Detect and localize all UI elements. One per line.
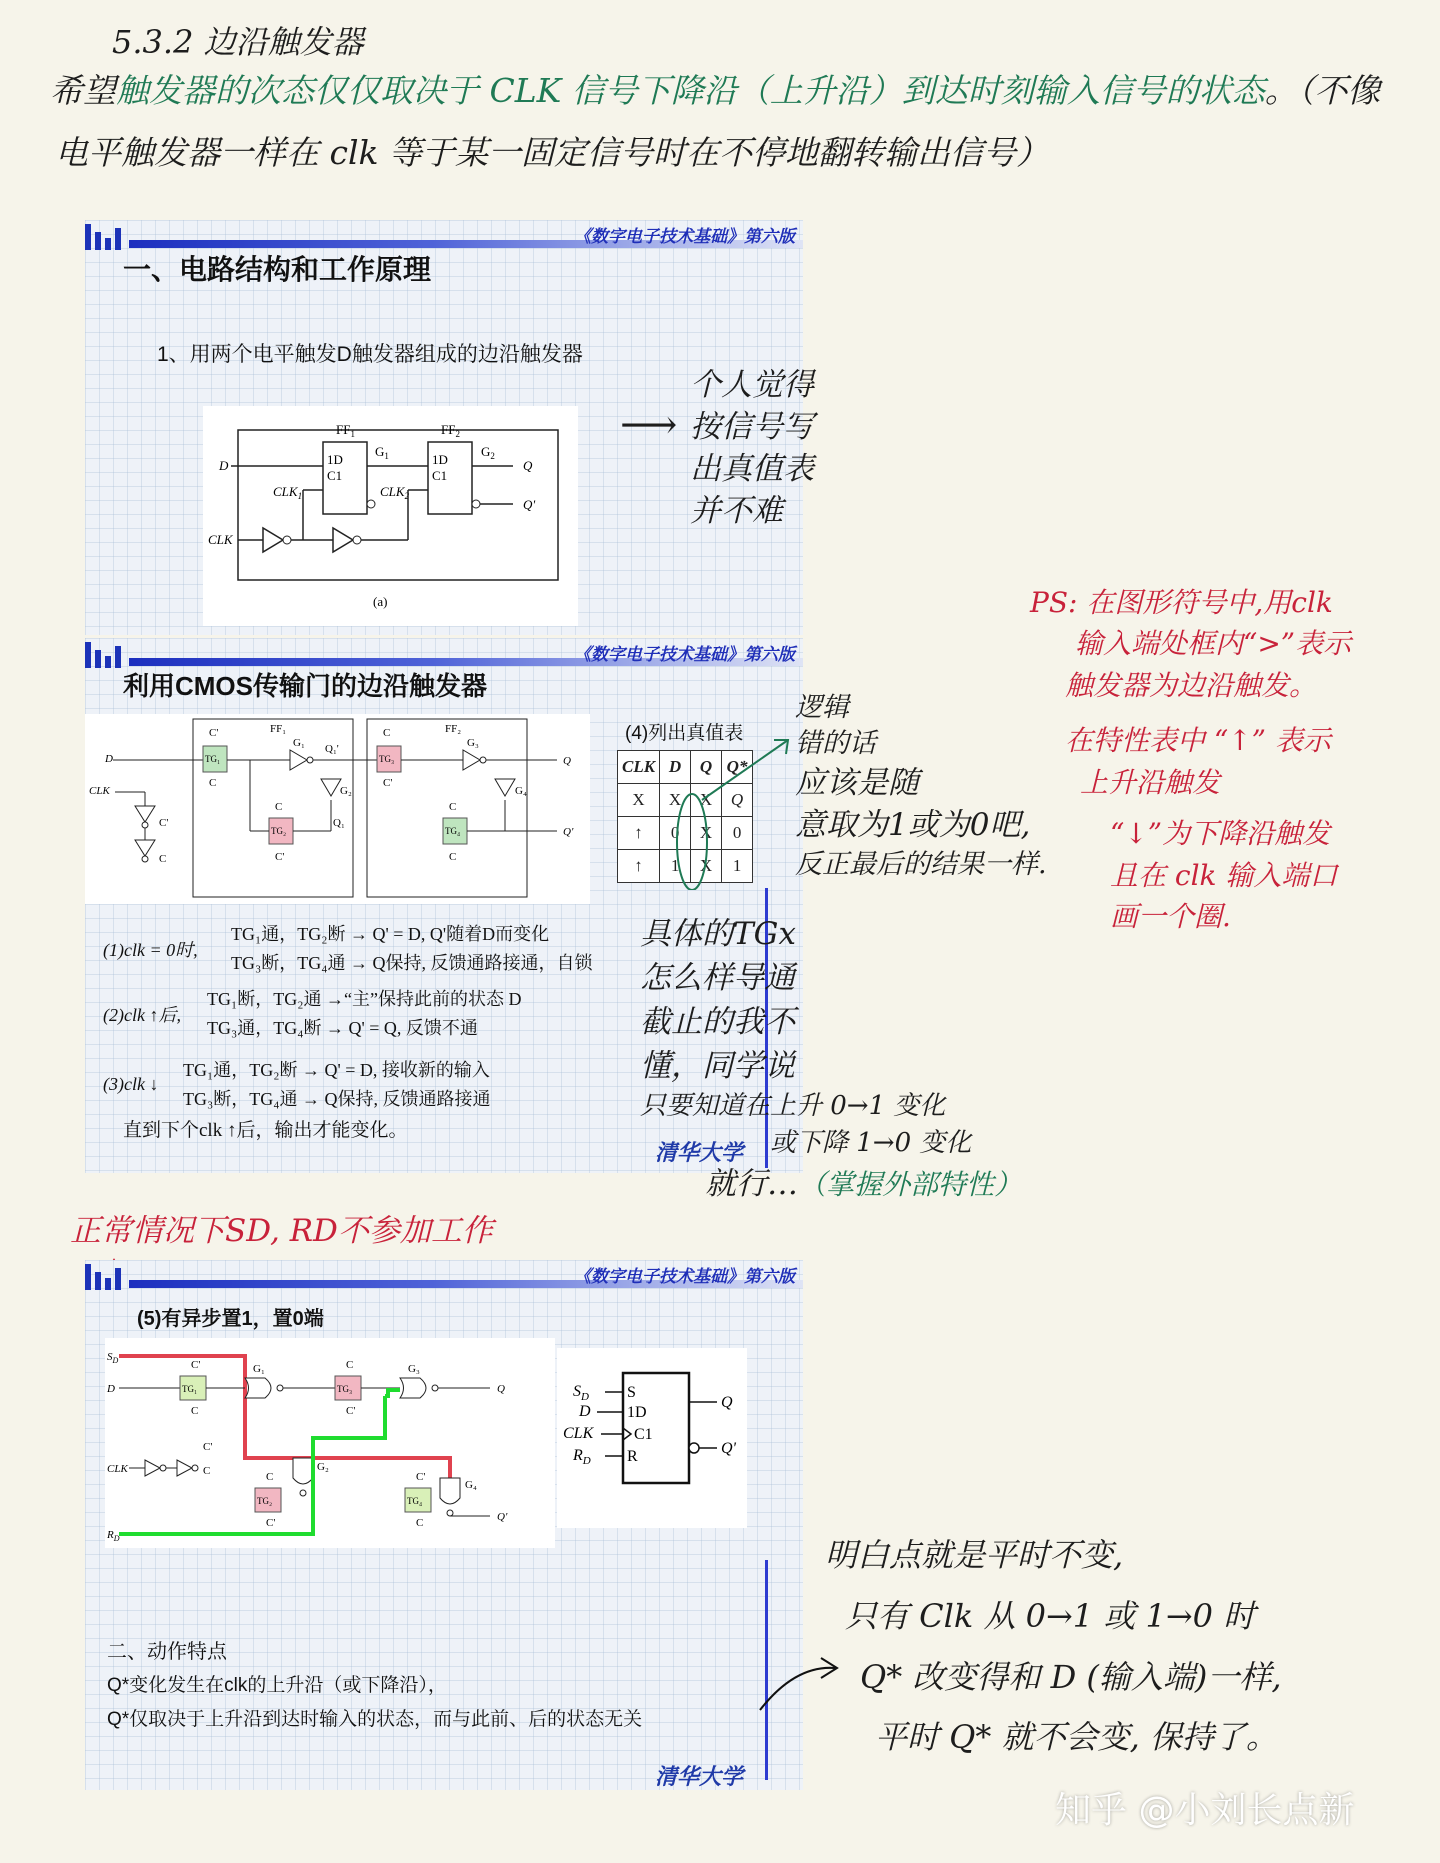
svg-text:Q: Q: [721, 1394, 733, 1411]
svg-text:C: C: [449, 801, 457, 813]
ff-symbol-diagram: [557, 1348, 747, 1528]
school-logo: 清华大学: [655, 1764, 744, 1790]
svg-text:RD: $R_D$: [573, 1447, 591, 1467]
svg-text:C: C: [449, 851, 457, 863]
slide-async-set-reset: [85, 1260, 803, 1790]
svg-text:G₂: G₂: [340, 785, 352, 797]
truth-cell: X: [691, 850, 722, 883]
school-logo: 清华大学: [655, 1140, 744, 1166]
case-3: (3)clk ↓TG₁通，TG₂断 → Q' = D, 接收新的输入 TG₃断，TG₄通 → Q保持, 反馈通路接通: [103, 1060, 491, 1109]
svg-text:C: C: [275, 801, 283, 813]
svg-text:Q₁': Q₁': [325, 743, 339, 755]
svg-text:C': C': [203, 1441, 213, 1453]
slide-book-title: 《数字电子技术基础》第六版: [574, 227, 795, 246]
svg-text:G₄: G₄: [515, 785, 527, 797]
svg-text:1D: 1D: [327, 452, 343, 467]
svg-text:D: D: [579, 1403, 591, 1420]
svg-text:TG₄: TG₄: [407, 1496, 423, 1506]
truth-cell: X: [618, 784, 660, 817]
arrow-icon: ⟶: [620, 402, 678, 448]
svg-text:FF2: $FF_2$: [441, 422, 460, 439]
logic-annotation-mark: [640, 700, 800, 890]
svg-text:Q': Q': [721, 1440, 736, 1457]
svg-text:Q: Q: [523, 458, 533, 473]
slide-title: 利用CMOS传输门的边沿触发器: [123, 671, 488, 701]
intro-note-line-1: [50, 70, 1380, 111]
slide-subtitle: 1、用两个电平触发D触发器组成的边沿触发器: [157, 343, 583, 366]
svg-text:D: D: [105, 753, 113, 765]
svg-text:TG₁: TG₁: [205, 754, 221, 764]
svg-text:FF₁: FF₁: [270, 723, 287, 735]
intro-green: 触发器的次态仅仅取决于 CLK 信号下降沿（上升沿）到达时刻输入信号的状态: [116, 71, 1265, 110]
svg-text:C: C: [416, 1517, 424, 1529]
truth-cell: 0: [660, 817, 691, 850]
svg-text:CLK1: $CLK_1$: [273, 484, 303, 501]
svg-text:C': C': [275, 851, 285, 863]
zhihu-watermark: 知乎 @小刘长点新: [1055, 1790, 1355, 1831]
svg-text:G₁: G₁: [253, 1363, 265, 1375]
slide-title: (5)有异步置1，置0端: [137, 1308, 324, 1330]
svg-text:D: D: [107, 1383, 115, 1395]
svg-text:S: S: [627, 1384, 636, 1401]
svg-text:C: C: [346, 1359, 354, 1371]
svg-text:CLK: CLK: [107, 1463, 128, 1475]
svg-text:C': C': [266, 1517, 276, 1529]
note-bottom: 明白点就是平时不变, 只有 Clk 从 0→1 或 1→0 时 Q* 改变得和 D (输入端)一样, 平时 Q* 就不会变, 保持了。: [825, 1536, 1282, 1757]
svg-text:C1: C1: [432, 468, 448, 483]
svg-text:C: C: [209, 777, 217, 789]
truth-cell: X: [660, 784, 691, 817]
svg-text:C: C: [159, 853, 167, 865]
svg-text:G₄: G₄: [465, 1479, 477, 1491]
svg-text:G1: $G_1$: [375, 444, 389, 461]
svg-text:G2: $G_2$: [481, 444, 495, 461]
svg-text:Q': Q': [497, 1511, 508, 1523]
section-action-features: 二、动作特点: [107, 1641, 227, 1663]
svg-text:TG₂: TG₂: [257, 1496, 273, 1506]
case-2: (2)clk ↑后,TG₁断，TG₂通 →“主”保持此前的状态 D TG₃通，TG₄断 → Q' = Q, 反馈不通: [103, 989, 522, 1038]
truth-cell: Q: [722, 784, 753, 817]
svg-text:C': C': [159, 817, 169, 829]
svg-text:C1: C1: [634, 1426, 653, 1443]
svg-text:TG₂: TG₂: [271, 826, 287, 836]
svg-text:Q: Q: [563, 755, 571, 767]
intro-prefix: 希望: [50, 71, 116, 110]
svg-text:Q': Q': [523, 497, 536, 512]
truth-cell: X: [691, 784, 722, 817]
section-heading: 5.3.2 边沿触发器: [112, 23, 364, 61]
action-point-1: Q*变化发生在clk的上升沿（或下降沿），: [107, 1675, 447, 1696]
svg-text:FF₂: FF₂: [445, 723, 462, 735]
svg-text:C': C': [416, 1471, 426, 1483]
slide-logo-blocks: [85, 224, 125, 250]
svg-text:RD: $R_D$: [107, 1529, 120, 1543]
case-footer: 直到下个clk ↑后，输出才能变化。: [123, 1120, 408, 1141]
svg-text:R: R: [627, 1448, 638, 1465]
truth-cell: X: [691, 817, 722, 850]
svg-text:C': C': [209, 727, 219, 739]
label-d: D: [219, 458, 229, 473]
svg-text:G₃: G₃: [467, 737, 479, 749]
action-point-2: Q*仅取决于上升沿到达时输入的状态，而与此前、后的状态无关: [107, 1709, 643, 1730]
svg-text:C: C: [203, 1465, 211, 1477]
svg-text:CLK: CLK: [89, 785, 110, 797]
slide-book-title: 《数字电子技术基础》第六版: [574, 1267, 795, 1286]
slide-book-title: 《数字电子技术基础》第六版: [574, 645, 795, 664]
async-ff-diagram: [105, 1338, 555, 1548]
truth-header-cell: D: [660, 751, 691, 784]
svg-text:CLK2: $CLK_2$: [380, 484, 410, 501]
cmos-tg-diagram: [85, 714, 590, 904]
svg-text:C: C: [383, 727, 391, 739]
svg-text:G₁: G₁: [293, 737, 305, 749]
intro-suffix: 。（不像: [1264, 71, 1381, 110]
svg-text:TG₃: TG₃: [379, 754, 395, 764]
svg-text:CLK: CLK: [208, 532, 233, 547]
svg-text:C': C': [191, 1359, 201, 1371]
note-ps: PS: 在图形符号中,用clk 输入端处框内“>”表示 触发器为边沿触发。 在特性表中 “↑” 表示 上升沿触发 “↓”为下降沿触发 且在 clk 输入端口 画一个圈.: [1030, 586, 1352, 934]
svg-text:C: C: [191, 1405, 199, 1417]
truth-cell: 1: [722, 850, 753, 883]
truth-cell: ↑: [618, 850, 660, 883]
slide-title: 一、电路结构和工作原理: [123, 254, 432, 285]
svg-text:(a): (a): [373, 594, 388, 609]
truth-cell: ↑: [618, 817, 660, 850]
svg-text:TG₁: TG₁: [182, 1384, 198, 1394]
svg-text:C: C: [266, 1471, 274, 1483]
svg-text:Q: Q: [497, 1383, 505, 1395]
truth-header-cell: CLK: [618, 751, 660, 784]
svg-text:Q': Q': [563, 826, 574, 838]
svg-text:TG₄: TG₄: [445, 826, 461, 836]
truth-header-cell: Q*: [722, 751, 753, 784]
truth-cell: 1: [660, 850, 691, 883]
svg-text:SD: $S_D$: [107, 1351, 119, 1365]
svg-text:FF1: $FF_1$: [336, 422, 355, 439]
truth-cell: 0: [722, 817, 753, 850]
note-tg: 具体的TGx 怎么样导通 截止的我不 懂，同学说 只要知道在上升 0→1 变化 或下降 1→0 变化 就行…（掌握外部特性）: [640, 916, 1023, 1202]
note-truth-table-tip: 个人觉得 按信号写 出真值表 并不难: [690, 367, 814, 529]
svg-text:G₃: G₃: [408, 1363, 420, 1375]
slide-header-bar: [85, 1260, 803, 1294]
truth-header-cell: Q: [691, 751, 722, 784]
svg-text:TG₃: TG₃: [337, 1384, 353, 1394]
svg-text:G₂: G₂: [317, 1461, 329, 1473]
edge-ff-diagram: [203, 406, 578, 626]
svg-text:C': C': [383, 777, 393, 789]
note-logic: 逻辑 错的话 应该是随 意取为1或为0吧, 反正最后的结果一样.: [795, 692, 1047, 880]
intro-note-line-2: 电平触发器一样在 clk 等于某一固定信号时在不停地翻转输出信号）: [55, 133, 1050, 172]
truth-table-caption: (4)列出真值表: [625, 723, 744, 744]
svg-text:1D: 1D: [432, 452, 448, 467]
note-sd-rd: 正常情况下SD, RD不参加工作: [70, 1213, 493, 1249]
svg-text:1D: 1D: [627, 1404, 647, 1421]
svg-text:CLK: CLK: [563, 1425, 594, 1442]
case-1: (1)clk = 0时,TG₁通，TG₂断 → Q' = D, Q'随着D而变化 TG₃断，TG₄通 → Q保持, 反馈通路接通，自锁: [103, 924, 593, 973]
svg-text:C1: C1: [327, 468, 343, 483]
svg-text:Q₁: Q₁: [333, 817, 345, 829]
svg-text:SD: $S_D$: [573, 1383, 589, 1403]
svg-text:C': C': [346, 1405, 356, 1417]
